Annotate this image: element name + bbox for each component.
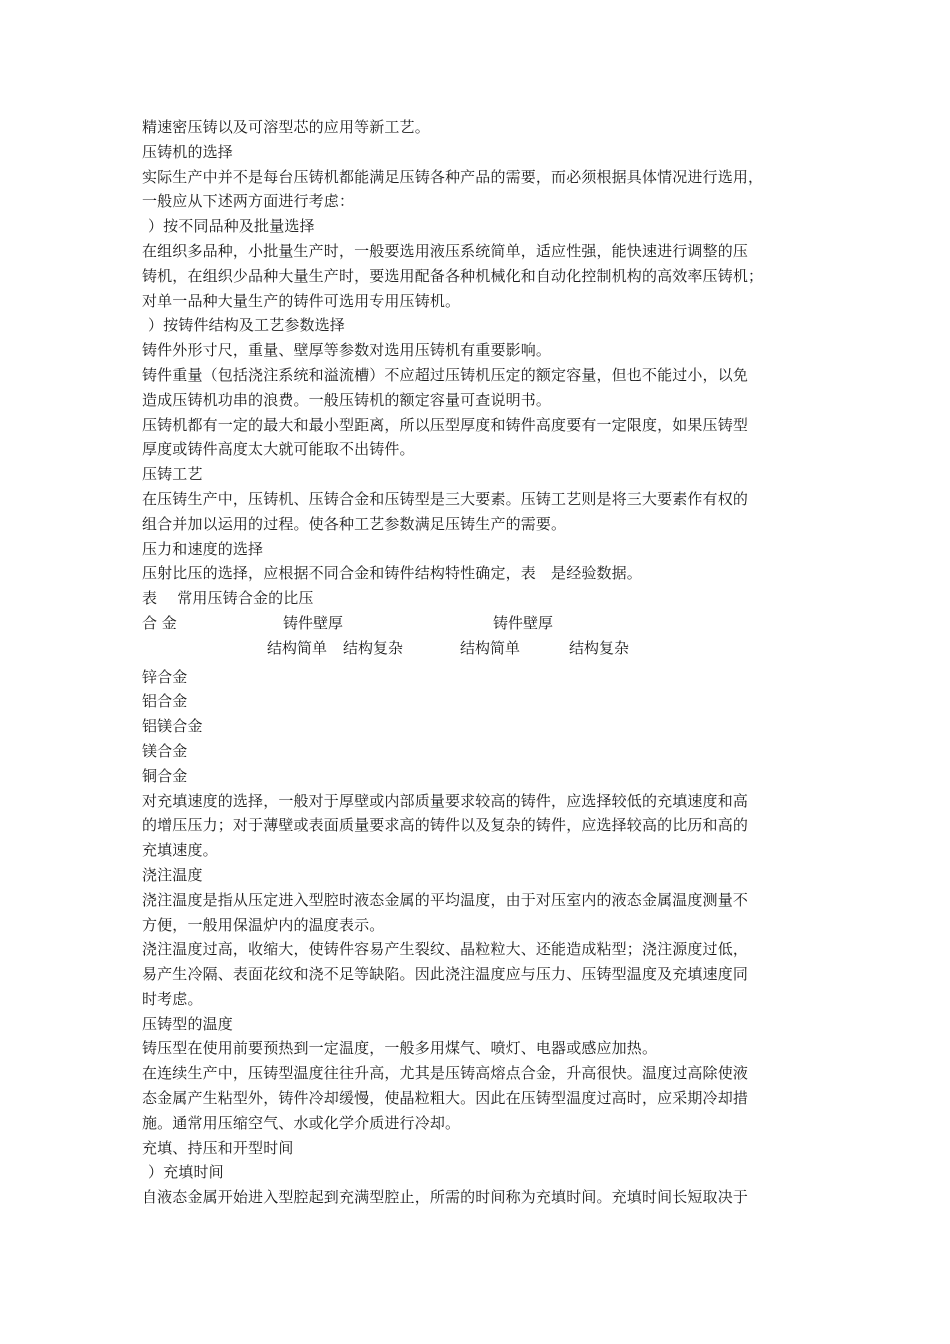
section-heading: 压力和速度的选择 xyxy=(142,539,264,558)
text-line: 厚度或铸件高度太大就可能取不出铸件。 xyxy=(142,440,415,459)
subsection-heading: ）按铸件结构及工艺参数选择 xyxy=(148,316,345,335)
text-line: 态金属产生粘型外，铸件冷却缓慢，使晶粒粗大。因此在压铸型温度过高时，应采期冷却措 xyxy=(142,1089,749,1108)
table-header-row xyxy=(142,611,814,636)
subsection-heading: ）按不同品种及批量选择 xyxy=(148,217,315,236)
text-line: 方便，一般用保温炉内的温度表示。 xyxy=(142,915,385,934)
text-line: 实际生产中并不是每台压铸机都能满足压铸各种产品的需要，而必须根据具体情况进行选用， xyxy=(142,167,764,186)
table-row-label: 锌合金 xyxy=(142,667,188,686)
text-line: 组合并加以运用的过程。使各种工艺参数满足压铸生产的需要。 xyxy=(142,514,567,533)
document-page xyxy=(142,115,814,1210)
table-row-label: 镁合金 xyxy=(142,741,188,760)
table-header-alloy: 合 金 xyxy=(142,613,177,632)
text-line: 压射比压的选择，应根据不同合金和铸件结构特性确定，表 是经验数据。 xyxy=(142,564,642,583)
section-heading: 浇注温度 xyxy=(142,865,203,884)
text-line: 施。通常用压缩空气、水或化学介质进行冷却。 xyxy=(142,1113,461,1132)
table-caption: 表 常用压铸合金的比压 xyxy=(142,589,314,608)
text-line: 铸压型在使用前要预热到一定温度，一般多用煤气、喷灯、电器或感应加热。 xyxy=(142,1039,658,1058)
table-subheader-complex: 结构复杂 xyxy=(569,638,630,657)
text-line: 铸机，在组织少品种大量生产时，要选用配备各种机械化和自动化控制机构的高效率压铸机； xyxy=(142,266,764,285)
subsection-heading: ）充填时间 xyxy=(148,1163,224,1182)
section-heading: 压铸工艺 xyxy=(142,465,203,484)
table-subheader-simple: 结构简单 xyxy=(267,638,328,657)
text-line: 一般应从下述两方面进行考虑： xyxy=(142,192,355,211)
text-line: 铸件重量（包括浇注系统和溢流槽）不应超过压铸机压定的额定容量，但也不能过小，以免 xyxy=(142,365,749,384)
text-line: 充填速度。 xyxy=(142,841,218,860)
text-line: 精速密压铸以及可溶型芯的应用等新工艺。 xyxy=(142,118,430,136)
text-line: 浇注温度过高，收缩大，使铸件容易产生裂纹、晶粒粒大、还能造成粘型；浇注源度过低， xyxy=(142,940,749,959)
text-line: 在连续生产中，压铸型温度往往升高，尤其是压铸高熔点合金，升高很快。温度过高除使液 xyxy=(142,1064,749,1083)
section-heading: 充填、持压和开型时间 xyxy=(142,1138,294,1157)
table-row-label: 铝合金 xyxy=(142,692,188,711)
text-line: 时考虑。 xyxy=(142,989,203,1008)
text-line: 铸件外形寸尺，重量、壁厚等参数对选用压铸机有重要影响。 xyxy=(142,341,552,360)
table-subheader-complex: 结构复杂 xyxy=(343,638,404,657)
text-line: 压铸机都有一定的最大和最小型距离，所以压型厚度和铸件高度要有一定限度，如果压铸型 xyxy=(142,415,749,434)
table-row-label: 铜合金 xyxy=(142,766,188,785)
table-row-label: 铝镁合金 xyxy=(142,717,203,736)
text-line: 浇注温度是指从压定进入型腔时液态金属的平均温度，由于对压室内的液态金属温度测量不 xyxy=(142,890,749,909)
text-line: 在压铸生产中，压铸机、压铸合金和压铸型是三大要素。压铸工艺则是将三大要素作有权的 xyxy=(142,489,749,508)
text-line: 对单一品种大量生产的铸件可选用专用压铸机。 xyxy=(142,291,461,310)
section-heading: 压铸型的温度 xyxy=(142,1014,233,1033)
text-line: 的增压压力；对于薄壁或表面质量要求高的铸件以及复杂的铸件，应选择较高的比历和高的 xyxy=(142,816,749,835)
section-heading: 压铸机的选择 xyxy=(142,142,233,161)
table-header-wall-thickness: 铸件壁厚 xyxy=(283,613,344,632)
table-subheader-simple: 结构简单 xyxy=(460,638,521,657)
text-line: 对充填速度的选择，一般对于厚壁或内部质量要求较高的铸件，应选择较低的充填速度和高 xyxy=(142,791,749,810)
text-line: 易产生冷隔、表面花纹和浇不足等缺陷。因此浇注温度应与压力、压铸型温度及充填速度同 xyxy=(142,965,749,984)
text-line: 自液态金属开始进入型腔起到充满型腔止，所需的时间称为充填时间。充填时间长短取决于 xyxy=(142,1188,749,1207)
text-line: 造成压铸机功串的浪费。一般压铸机的额定容量可查说明书。 xyxy=(142,390,552,409)
table-header-wall-thickness: 铸件壁厚 xyxy=(493,613,554,632)
table-subheader-row xyxy=(142,636,814,661)
text-line: 在组织多品种，小批量生产时，一般要选用液压系统简单，适应性强，能快速进行调整的压 xyxy=(142,241,749,260)
